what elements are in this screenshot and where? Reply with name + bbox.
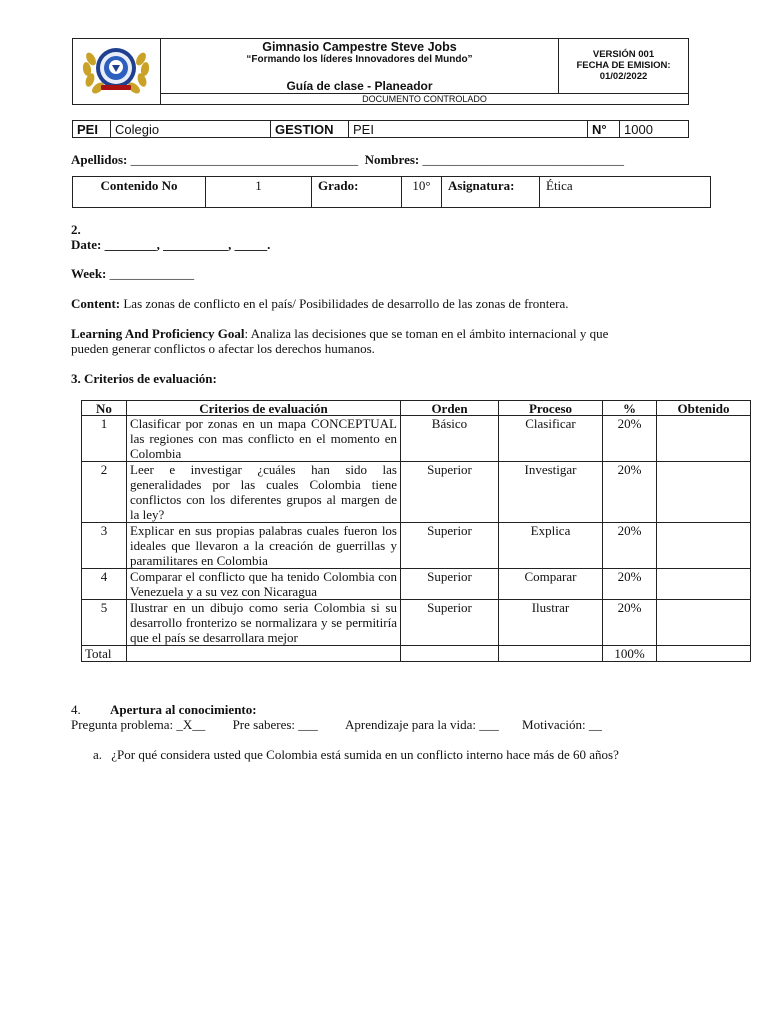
date-line: [71, 237, 270, 253]
row-no: 4: [82, 569, 127, 600]
pei-value: Colegio: [111, 121, 271, 138]
aprendizaje-vida: Aprendizaje para la vida: ___: [345, 717, 499, 732]
row-criterio: Explicar en sus propias palabras cuales fueron los ideales que llevaron a la creación de guerrillas y paramilitares en Colombia: [127, 523, 401, 569]
version-cell: [559, 39, 689, 94]
row-obtenido[interactable]: [657, 462, 751, 523]
row-pct: 20%: [603, 600, 657, 646]
row-no: 3: [82, 523, 127, 569]
row-obtenido[interactable]: [657, 569, 751, 600]
section-4-heading: [71, 702, 257, 718]
names-line: [71, 152, 624, 168]
row-orden: Superior: [401, 523, 499, 569]
row-pct: 20%: [603, 523, 657, 569]
row-no: 1: [82, 416, 127, 462]
row-criterio: Clasificar por zonas en un mapa CONCEPTUAL las regiones con mas conflicto en el momento en Colombia: [127, 416, 401, 462]
total-empty: [127, 646, 401, 662]
total-label: Total: [82, 646, 127, 662]
section-4-title: Apertura al conocimiento:: [110, 702, 257, 717]
week-label: Week:: [71, 266, 107, 281]
criteria-table: [81, 400, 751, 662]
col-header-pct: %: [603, 401, 657, 416]
contenido-value: 1: [206, 177, 312, 208]
asignatura-label: Asignatura:: [442, 177, 540, 208]
contenido-label: Contenido No: [73, 177, 206, 208]
table-row: [82, 416, 751, 462]
col-header-criterio: Criterios de evaluación: [127, 401, 401, 416]
week-field[interactable]: _____________: [109, 266, 195, 281]
section-2-number: 2.: [71, 222, 81, 237]
row-orden: Superior: [401, 600, 499, 646]
gestion-label: GESTION: [271, 121, 349, 138]
pei-label: PEI: [73, 121, 111, 138]
number-label: N°: [588, 121, 620, 138]
row-proceso: Comparar: [499, 569, 603, 600]
gestion-value: PEI: [349, 121, 588, 138]
date-label: Date:: [71, 237, 102, 252]
row-criterio: Leer e investigar ¿cuáles han sido las generalidades por las cuales Colombia tiene conflictos con los diferentes grupos al margen de la ley?: [127, 462, 401, 523]
row-pct: 20%: [603, 569, 657, 600]
row-proceso: Explica: [499, 523, 603, 569]
knowledge-options-line: [71, 717, 602, 733]
logo-cell: [73, 39, 161, 105]
pregunta-problema: Pregunta problema: _X__: [71, 717, 206, 732]
grado-value: 10°: [402, 177, 442, 208]
row-no: 2: [82, 462, 127, 523]
nombres-label: Nombres:: [364, 152, 420, 167]
col-header-proceso: Proceso: [499, 401, 603, 416]
row-pct: 20%: [603, 462, 657, 523]
row-pct: 20%: [603, 416, 657, 462]
apellidos-field[interactable]: ___________________________________: [130, 152, 359, 167]
question-a: [93, 747, 619, 763]
row-criterio: Ilustrar en un dibujo como seria Colombia si su desarrollo fronterizo se normalizara y se permitiría que el país se desarrollara mejor: [127, 600, 401, 646]
col-header-no: No: [82, 401, 127, 416]
goal-label: Learning And Proficiency Goal: [71, 326, 245, 341]
col-header-obtenido: Obtenido: [657, 401, 751, 416]
row-obtenido[interactable]: [657, 523, 751, 569]
asignatura-value: Ética: [540, 177, 711, 208]
nombres-field[interactable]: _______________________________: [422, 152, 624, 167]
goal-line-1: [71, 326, 608, 342]
school-cell: [161, 39, 559, 94]
row-proceso: Clasificar: [499, 416, 603, 462]
section-3-title: 3. Criterios de evaluación:: [71, 371, 217, 386]
apellidos-label: Apellidos:: [71, 152, 128, 167]
row-orden: Superior: [401, 569, 499, 600]
motivacion: Motivación: __: [522, 717, 602, 732]
row-orden: Básico: [401, 416, 499, 462]
row-obtenido[interactable]: [657, 416, 751, 462]
emission-date: 01/02/2022: [599, 71, 648, 82]
table-row: [82, 523, 751, 569]
table-row: [82, 569, 751, 600]
content-label: Content:: [71, 296, 121, 311]
row-no: 5: [82, 600, 127, 646]
criteria-header-row: [82, 401, 751, 416]
total-empty: [401, 646, 499, 662]
total-empty: [499, 646, 603, 662]
total-pct: 100%: [603, 646, 657, 662]
row-orden: Superior: [401, 462, 499, 523]
table-row: [82, 600, 751, 646]
total-obtenido[interactable]: [657, 646, 751, 662]
goal-text-2: pueden generar conflictos o afectar los derechos humanos.: [71, 341, 375, 356]
controlled-doc-label: DOCUMENTO CONTROLADO: [161, 94, 689, 105]
guide-title: Guía de clase - Planeador: [286, 79, 433, 93]
total-row: [82, 646, 751, 662]
header-table: [72, 38, 689, 105]
date-field[interactable]: ________, __________, _____.: [104, 237, 271, 252]
content-info-table: [72, 176, 711, 208]
school-motto: “Formando los líderes Innovadores del Mundo”: [246, 54, 473, 65]
school-logo: [79, 41, 153, 95]
grado-label: Grado:: [312, 177, 402, 208]
row-proceso: Ilustrar: [499, 600, 603, 646]
content-line: [71, 296, 568, 312]
school-name: Gimnasio Campestre Steve Jobs: [262, 40, 457, 54]
section-4-number: 4.: [71, 702, 81, 717]
goal-text-1: : Analiza las decisiones que se toman en el ámbito internacional y que: [244, 326, 609, 341]
emission-label: FECHA DE EMISION:: [576, 60, 671, 71]
number-value: 1000: [620, 121, 689, 138]
table-row: [82, 462, 751, 523]
pre-saberes: Pre saberes: ___: [232, 717, 318, 732]
question-a-text: ¿Por qué considera usted que Colombia está sumida en un conflicto interno hace más de 60 años?: [111, 747, 619, 762]
row-proceso: Investigar: [499, 462, 603, 523]
version-label: VERSIÓN 001: [592, 49, 655, 60]
row-criterio: Comparar el conflicto que ha tenido Colombia con Venezuela y a su vez con Nicaragua: [127, 569, 401, 600]
week-line: [71, 266, 194, 282]
row-obtenido[interactable]: [657, 600, 751, 646]
pei-table: [72, 120, 689, 138]
question-a-marker: a.: [93, 747, 103, 762]
content-text: Las zonas de conflicto en el país/ Posibilidades de desarrollo de las zonas de frontera.: [123, 296, 569, 311]
col-header-orden: Orden: [401, 401, 499, 416]
